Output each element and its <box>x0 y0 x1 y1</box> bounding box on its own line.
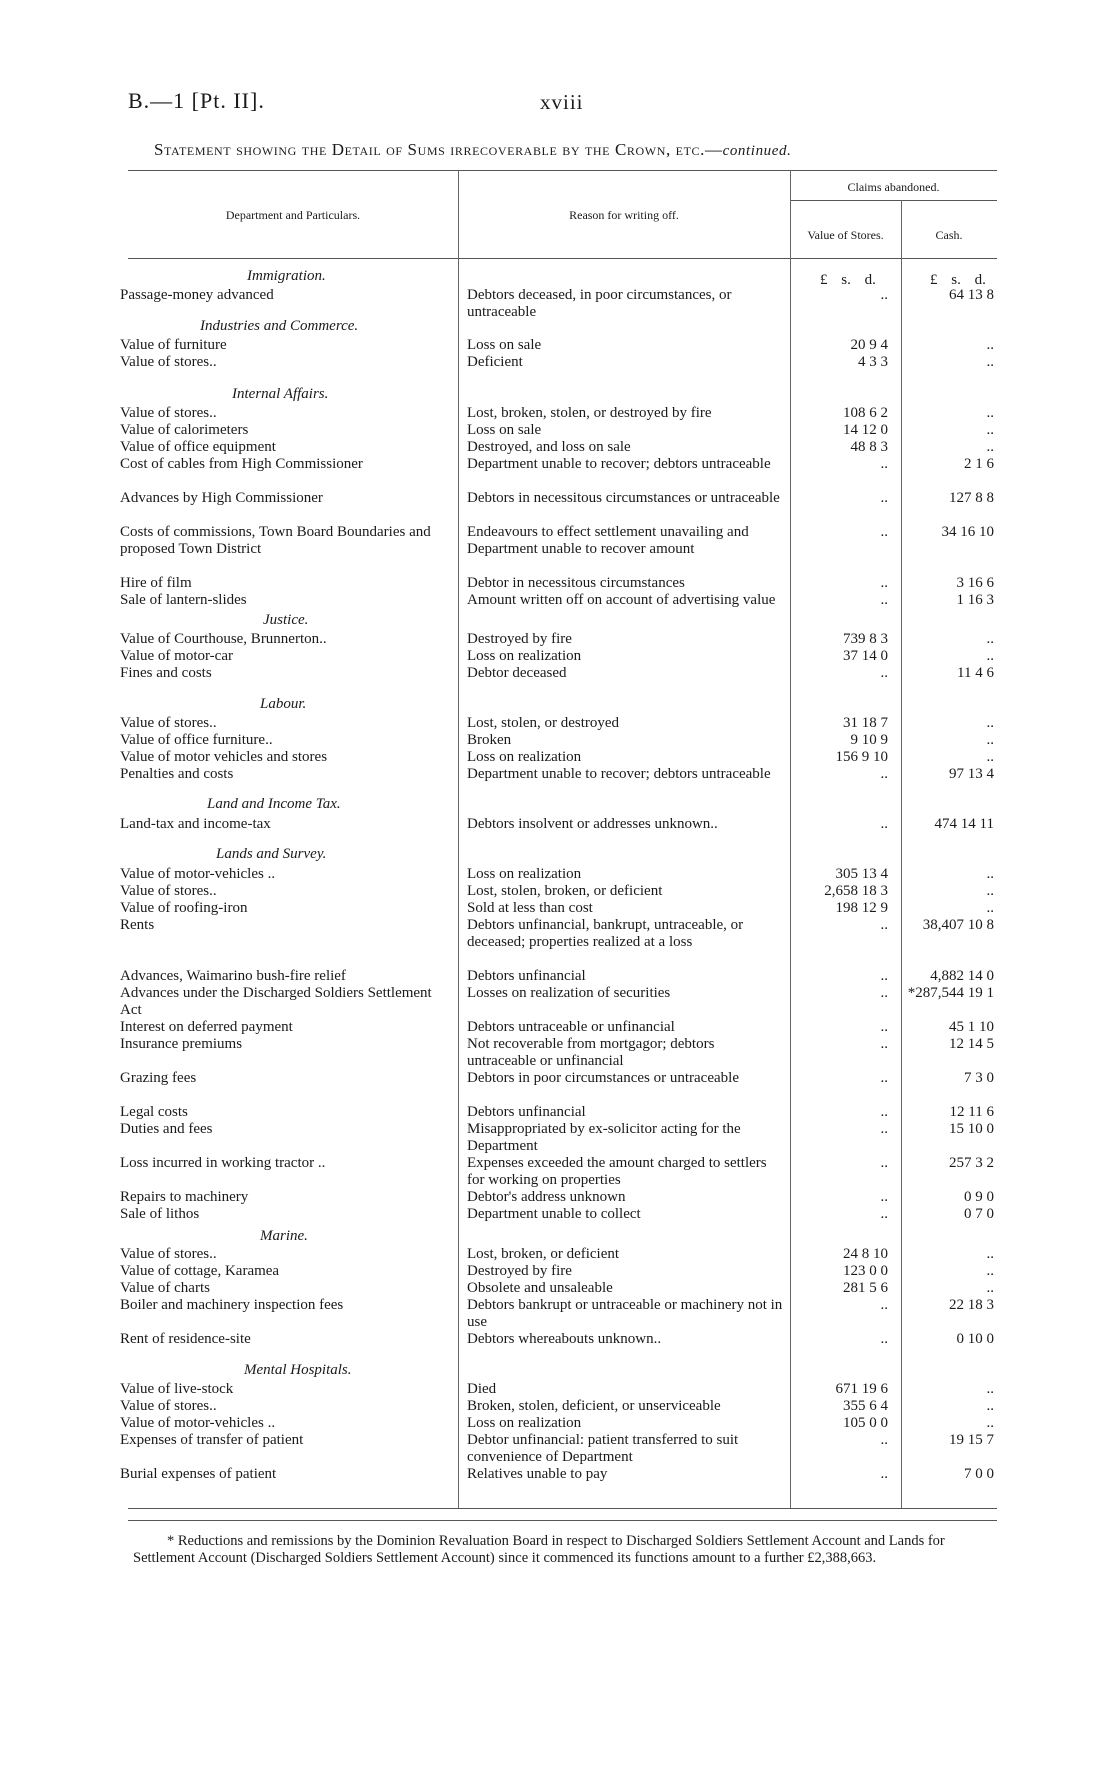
row-particulars: Passage-money advanced <box>120 287 274 303</box>
row-reason: Not recoverable from mortgagor; debtors untraceable or unfinancial <box>467 1036 715 1069</box>
row-cash-value: .. <box>986 439 994 455</box>
row-cash-value: .. <box>986 1415 994 1431</box>
row-particulars: Rents <box>120 917 155 933</box>
row-particulars: Value of stores.. <box>120 1246 217 1262</box>
row-stores-value: 48 8 3 <box>850 439 888 455</box>
row-particulars: Value of office equipment <box>120 439 276 455</box>
row-cash-value: 64 13 8 <box>949 287 994 303</box>
row-particulars: Value of calorimeters <box>120 422 249 438</box>
row-reason: Expenses exceeded the amount charged to settlers for working on properties <box>467 1155 767 1188</box>
row-reason: Lost, broken, stolen, or destroyed by fire <box>467 405 712 421</box>
row-particulars: Value of stores.. <box>120 715 217 731</box>
row-particulars: Value of stores.. <box>120 354 217 370</box>
row-stores-value: 123 0 0 <box>843 1263 888 1279</box>
row-stores-value: 24 8 10 <box>843 1246 888 1262</box>
row-particulars: Sale of lantern-slides <box>120 592 247 608</box>
row-reason: Loss on realization <box>467 749 582 765</box>
row-particulars: Repairs to machinery <box>120 1189 249 1205</box>
column-header-claims: Claims abandoned. <box>847 180 940 194</box>
row-particulars: Grazing fees <box>120 1070 197 1086</box>
row-stores-value: 31 18 7 <box>843 715 888 731</box>
row-reason: Died <box>467 1381 497 1397</box>
row-particulars: Value of roofing-iron <box>120 900 248 916</box>
row-stores-value: .. <box>880 1036 888 1052</box>
row-cash-value: 15 10 0 <box>949 1121 994 1137</box>
row-stores-value: 305 13 4 <box>835 866 888 882</box>
row-stores-value: .. <box>880 665 888 681</box>
row-cash-value: 2 1 6 <box>964 456 994 472</box>
row-particulars: Value of live-stock <box>120 1381 234 1397</box>
row-particulars: Insurance premiums <box>120 1036 243 1052</box>
row-stores-value: .. <box>880 490 888 506</box>
header-top-rule <box>128 170 997 171</box>
row-reason: Debtors whereabouts unknown.. <box>467 1331 662 1347</box>
column-header-department: Department and Particulars. <box>225 208 361 222</box>
row-cash-value: 0 9 0 <box>964 1189 994 1205</box>
row-reason: Department unable to recover; debtors untraceable <box>467 766 771 782</box>
row-cash-value: .. <box>986 354 994 370</box>
row-cash-value: *287,544 19 1 <box>907 985 994 1001</box>
row-stores-value: .. <box>880 968 888 984</box>
row-stores-value: .. <box>880 1466 888 1482</box>
row-stores-value: .. <box>880 1019 888 1035</box>
row-cash-value: 12 14 5 <box>949 1036 994 1052</box>
row-stores-value: 281 5 6 <box>843 1280 888 1296</box>
row-cash-value: .. <box>986 337 994 353</box>
row-reason: Department unable to recover; debtors untraceable <box>467 456 771 472</box>
section-title: Marine. <box>260 1228 308 1244</box>
row-stores-value: .. <box>880 1331 888 1347</box>
row-cash-value: 97 13 4 <box>949 766 994 782</box>
row-cash-value: 19 15 7 <box>949 1432 994 1448</box>
row-reason: Broken <box>467 732 512 748</box>
row-cash-value: .. <box>986 405 994 421</box>
row-stores-value: 9 10 9 <box>850 732 888 748</box>
row-particulars: Value of motor vehicles and stores <box>120 749 328 765</box>
section-title: Justice. <box>263 612 309 628</box>
row-reason: Loss on realization <box>467 648 582 664</box>
row-reason: Misappropriated by ex-solicitor acting for the Department <box>467 1121 741 1154</box>
table-bottom-rule <box>128 1508 997 1509</box>
row-stores-value: .. <box>880 1432 888 1448</box>
row-particulars: Value of Courthouse, Brunnerton.. <box>120 631 327 647</box>
row-stores-value: 37 14 0 <box>843 648 888 664</box>
row-particulars: Penalties and costs <box>120 766 234 782</box>
row-stores-value: .. <box>880 1121 888 1137</box>
row-stores-value: 671 19 6 <box>835 1381 888 1397</box>
section-title: Land and Income Tax. <box>207 796 341 812</box>
row-reason: Debtor unfinancial: patient transferred to suit convenience of Department <box>467 1432 739 1465</box>
row-particulars: Burial expenses of patient <box>120 1466 277 1482</box>
row-reason: Debtor in necessitous circumstances <box>467 575 685 591</box>
row-particulars: Hire of film <box>120 575 192 591</box>
section-title: Internal Affairs. <box>232 386 329 402</box>
row-reason: Debtor's address unknown <box>467 1189 626 1205</box>
row-reason: Loss on sale <box>467 337 542 353</box>
row-particulars: Advances by High Commissioner <box>120 490 323 506</box>
row-particulars: Costs of commissions, Town Board Boundaries and proposed Town District <box>120 524 431 557</box>
row-cash-value: 7 3 0 <box>964 1070 994 1086</box>
row-particulars: Expenses of transfer of patient <box>120 1432 304 1448</box>
row-reason: Debtors unfinancial, bankrupt, untraceable, or deceased; properties realized at a loss <box>467 917 744 950</box>
row-cash-value: .. <box>986 749 994 765</box>
row-stores-value: .. <box>880 575 888 591</box>
row-stores-value: .. <box>880 287 888 303</box>
row-stores-value: 355 6 4 <box>843 1398 888 1414</box>
row-cash-value: 3 16 6 <box>956 575 994 591</box>
row-cash-value: 38,407 10 8 <box>922 917 994 933</box>
row-stores-value: .. <box>880 1206 888 1222</box>
row-reason: Debtors unfinancial <box>467 1104 586 1120</box>
section-title: Immigration. <box>247 268 326 284</box>
row-stores-value: .. <box>880 1070 888 1086</box>
row-particulars: Value of cottage, Karamea <box>120 1263 280 1279</box>
row-reason: Lost, stolen, broken, or deficient <box>467 883 663 899</box>
title-main: Statement showing the Detail of Sums irrecoverable by the Crown, etc.— <box>154 140 723 159</box>
row-cash-value: .. <box>986 732 994 748</box>
row-stores-value: .. <box>880 917 888 933</box>
row-particulars: Value of furniture <box>120 337 227 353</box>
row-stores-value: 4 3 3 <box>858 354 888 370</box>
row-stores-value: 105 0 0 <box>843 1415 888 1431</box>
row-particulars: Value of motor-vehicles .. <box>120 1415 276 1431</box>
row-stores-value: .. <box>880 816 888 832</box>
row-cash-value: 4,882 14 0 <box>930 968 994 984</box>
row-cash-value: .. <box>986 648 994 664</box>
row-particulars: Fines and costs <box>120 665 212 681</box>
row-reason: Destroyed by fire <box>467 1263 572 1279</box>
row-reason: Endeavours to effect settlement unavailing and Department unable to recover amount <box>467 524 749 557</box>
section-title: Lands and Survey. <box>216 846 327 862</box>
row-reason: Lost, stolen, or destroyed <box>467 715 620 731</box>
row-particulars: Value of stores.. <box>120 405 217 421</box>
row-reason: Amount written off on account of advertising value <box>467 592 776 608</box>
row-reason: Debtor deceased <box>467 665 567 681</box>
column-divider-2 <box>790 170 791 1508</box>
row-cash-value: 34 16 10 <box>941 524 994 540</box>
row-stores-value: 198 12 9 <box>835 900 888 916</box>
row-stores-value: 14 12 0 <box>843 422 888 438</box>
row-cash-value: 12 11 6 <box>949 1104 994 1120</box>
row-reason: Department unable to collect <box>467 1206 641 1222</box>
row-particulars: Advances, Waimarino bush-fire relief <box>120 968 346 984</box>
section-title: Industries and Commerce. <box>200 318 359 334</box>
row-stores-value: .. <box>880 456 888 472</box>
row-cash-value: 0 7 0 <box>964 1206 994 1222</box>
row-cash-value: .. <box>986 1381 994 1397</box>
column-header-stores: Value of Stores. <box>807 228 884 242</box>
header-bottom-rule <box>128 258 997 259</box>
row-cash-value: .. <box>986 1246 994 1262</box>
row-stores-value: .. <box>880 1155 888 1171</box>
row-reason: Debtors in poor circumstances or untraceable <box>467 1070 739 1086</box>
row-cash-value: 474 14 11 <box>934 816 994 832</box>
row-reason: Deficient <box>467 354 523 370</box>
row-reason: Loss on realization <box>467 866 582 882</box>
row-cash-value: 7 0 0 <box>964 1466 994 1482</box>
row-cash-value: .. <box>986 1398 994 1414</box>
row-cash-value: .. <box>986 883 994 899</box>
row-particulars: Boiler and machinery inspection fees <box>120 1297 344 1313</box>
row-reason: Debtors in necessitous circumstances or untraceable <box>467 490 780 506</box>
row-stores-value: .. <box>880 985 888 1001</box>
row-cash-value: .. <box>986 631 994 647</box>
row-particulars: Value of charts <box>120 1280 210 1296</box>
section-title: Mental Hospitals. <box>244 1362 352 1378</box>
stores-unit-header: £ s. d. <box>820 272 876 288</box>
row-cash-value: 1 16 3 <box>956 592 994 608</box>
document-reference: B.—1 [Pt. II]. <box>128 88 265 113</box>
column-header-reason: Reason for writing off. <box>569 208 679 222</box>
row-particulars: Value of stores.. <box>120 883 217 899</box>
row-reason: Losses on realization of securities <box>467 985 671 1001</box>
row-particulars: Rent of residence-site <box>120 1331 251 1347</box>
row-particulars: Value of stores.. <box>120 1398 217 1414</box>
claims-subrule <box>790 200 997 201</box>
row-reason: Sold at less than cost <box>467 900 593 916</box>
row-cash-value: .. <box>986 1263 994 1279</box>
row-stores-value: .. <box>880 1297 888 1313</box>
row-particulars: Sale of lithos <box>120 1206 200 1222</box>
row-particulars: Value of office furniture.. <box>120 732 273 748</box>
cash-unit-header: £ s. d. <box>930 272 986 288</box>
row-cash-value: .. <box>986 422 994 438</box>
row-reason: Relatives unable to pay <box>467 1466 608 1482</box>
section-title: Labour. <box>260 696 307 712</box>
row-reason: Destroyed, and loss on sale <box>467 439 631 455</box>
footnote: * Reductions and remissions by the Dominion Revaluation Board in respect to Discharged Soldiers Settlement Account and Lands for Settlement Account (Discharged Soldiers Settlement Account) since it commenced its functions amount to a further £2,388,663. <box>133 1533 945 1566</box>
row-reason: Loss on realization <box>467 1415 582 1431</box>
title-continued: continued. <box>722 143 792 159</box>
row-particulars: Value of motor-car <box>120 648 233 664</box>
column-divider-1 <box>458 170 459 1508</box>
row-reason: Obsolete and unsaleable <box>467 1280 613 1296</box>
row-particulars: Cost of cables from High Commissioner <box>120 456 363 472</box>
row-cash-value: 0 10 0 <box>956 1331 994 1347</box>
row-particulars: Legal costs <box>120 1104 188 1120</box>
row-reason: Broken, stolen, deficient, or unserviceable <box>467 1398 721 1414</box>
row-cash-value: .. <box>986 715 994 731</box>
row-reason: Debtors untraceable or unfinancial <box>467 1019 675 1035</box>
row-stores-value: .. <box>880 1104 888 1120</box>
page-title <box>154 140 791 160</box>
row-particulars: Interest on deferred payment <box>120 1019 293 1035</box>
row-cash-value: 22 18 3 <box>949 1297 994 1313</box>
row-stores-value: 2,658 18 3 <box>824 883 888 899</box>
row-cash-value: 257 3 2 <box>949 1155 994 1171</box>
row-reason: Debtors bankrupt or untraceable or machinery not in use <box>467 1297 783 1330</box>
footnote-rule <box>128 1520 997 1521</box>
row-reason: Debtors deceased, in poor circumstances, or untraceable <box>467 287 732 320</box>
page-number: xviii <box>540 90 584 114</box>
row-stores-value: .. <box>880 766 888 782</box>
row-stores-value: .. <box>880 524 888 540</box>
row-cash-value: .. <box>986 900 994 916</box>
row-particulars: Advances under the Discharged Soldiers Settlement Act <box>120 985 432 1018</box>
row-reason: Destroyed by fire <box>467 631 572 647</box>
row-stores-value: 739 8 3 <box>843 631 888 647</box>
row-particulars: Value of motor-vehicles .. <box>120 866 276 882</box>
row-stores-value: 20 9 4 <box>850 337 888 353</box>
row-reason: Lost, broken, or deficient <box>467 1246 620 1262</box>
row-reason: Debtors insolvent or addresses unknown.. <box>467 816 718 832</box>
row-particulars: Loss incurred in working tractor .. <box>120 1155 326 1171</box>
row-stores-value: 108 6 2 <box>843 405 888 421</box>
row-reason: Debtors unfinancial <box>467 968 586 984</box>
row-cash-value: .. <box>986 1280 994 1296</box>
row-particulars: Duties and fees <box>120 1121 213 1137</box>
row-reason: Loss on sale <box>467 422 542 438</box>
row-cash-value: 45 1 10 <box>949 1019 994 1035</box>
row-stores-value: .. <box>880 1189 888 1205</box>
row-particulars: Land-tax and income-tax <box>120 816 271 832</box>
row-stores-value: 156 9 10 <box>835 749 888 765</box>
row-cash-value: 127 8 8 <box>949 490 994 506</box>
row-stores-value: .. <box>880 592 888 608</box>
row-cash-value: 11 4 6 <box>957 665 994 681</box>
column-header-cash: Cash. <box>935 228 963 242</box>
row-cash-value: .. <box>986 866 994 882</box>
